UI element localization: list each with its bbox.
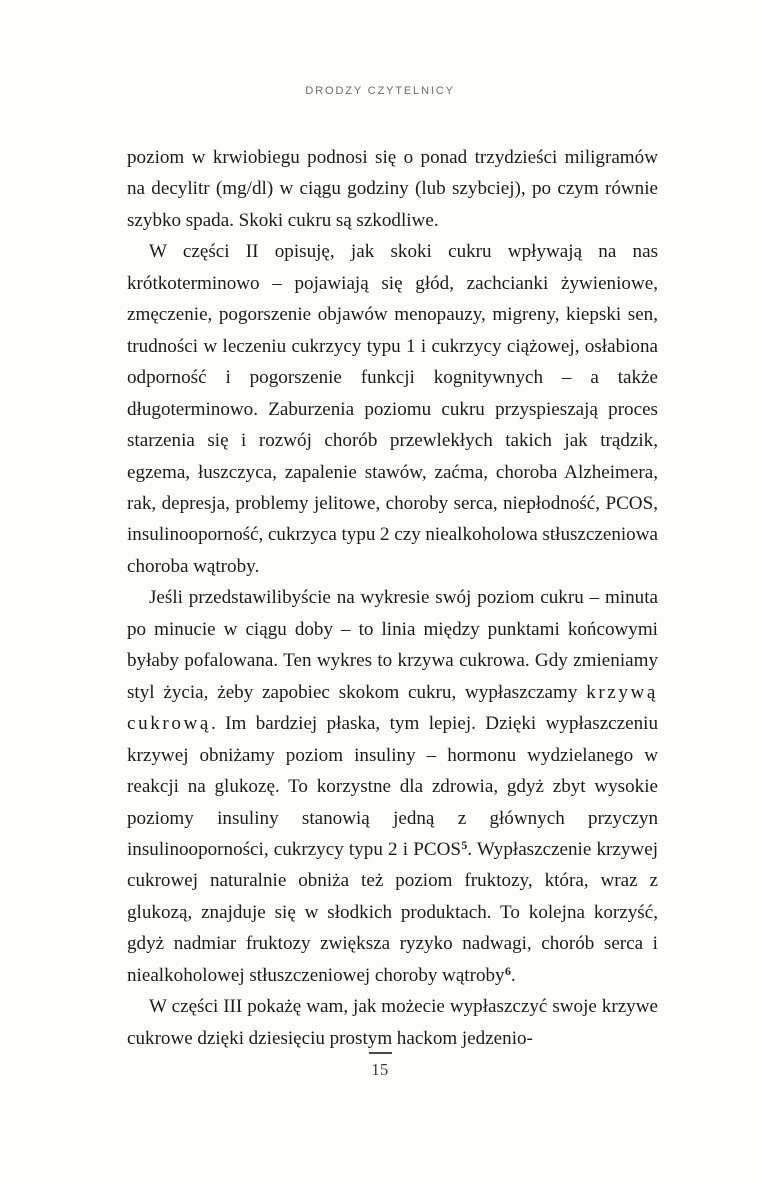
page-footer	[0, 1052, 760, 1080]
emphasis-letterspaced: krzywą cukrową	[127, 681, 658, 735]
paragraph: W części II opisuję, jak skoki cukru wpływają na nas krótkoterminowo – pojawiają się głód, zachcianki żywieniowe, zmęczenie, pogorszenie objawów menopauzy, migreny, kiepski sen, trudności w leczeniu cukrzycy typu 1 i cukrzycy ciążowej, osłabiona odporność i pogorszenie funkcji kognitywnych – a także długoterminowo. Zaburzenia poziomu cukru przyspieszają proces starzenia się i rozwój chorób przewlekłych takich jak trądzik, egzema, łuszczyca, zapalenie stawów, zaćma, choroba Alzheimera, rak, depresja, problemy jelitowe, choroby serca, niepłodność, PCOS, insulinooporność, cukrzyca typu 2 czy niealkoholowa stłuszczeniowa choroba wątroby.	[127, 241, 658, 577]
page-number: 15	[371, 1059, 389, 1079]
body-text-block	[127, 142, 658, 1054]
footnote-marker: 5	[461, 837, 468, 852]
footnote-marker: 6	[505, 963, 511, 978]
footer-rule-ornament	[369, 1052, 392, 1054]
paragraph: poziom w krwiobiegu podnosi się o ponad trzydzieści miligramów na decylitr (mg/dl) w ciągu godziny (lub szybciej), po czym równie szybko spada. Skoki cukru są szkodliwe.	[127, 147, 658, 231]
paragraph: Jeśli przedstawilibyście na wykresie swój poziom cukru – minuta po minucie w ciągu doby – to linia między punktami końcowymi byłaby pofalowana. Ten wykres to krzywa cukrowa. Gdy zmieniamy styl życia, żeby zapobiec skokom cukru, wypłaszczamy krzywą cukrową. Im bardziej płaska, tym lepiej. Dzięki wypłaszczeniu krzywej obniżamy poziom insuliny – hormonu wydzielanego w reakcji na glukozę. To korzystne dla zdrowia, gdyż zbyt wysokie poziomy insuliny stanowią jedną z głównych przyczyn insulinooporności, cukrzycy typu 2 i PCOS$^5$. Wypłaszczenie krzywej cukrowej naturalnie obniża też poziom fruktozy, która, wraz z glukozą, znajduje się w słodkich produktach. To kolejna korzyść, gdyż nadmiar fruktozy zwiększa ryzyko nadwagi, chorób serca i niealkoholowej stłuszczeniowej choroby wątroby$^6$.	[127, 587, 659, 986]
paragraph: W części III pokażę wam, jak możecie wypłaszczyć swoje krzywe cukrowe dzięki dziesięciu prostym hackom jedzenio-	[127, 996, 658, 1049]
running-head: DRODZY CZYTELNICY	[305, 85, 455, 97]
